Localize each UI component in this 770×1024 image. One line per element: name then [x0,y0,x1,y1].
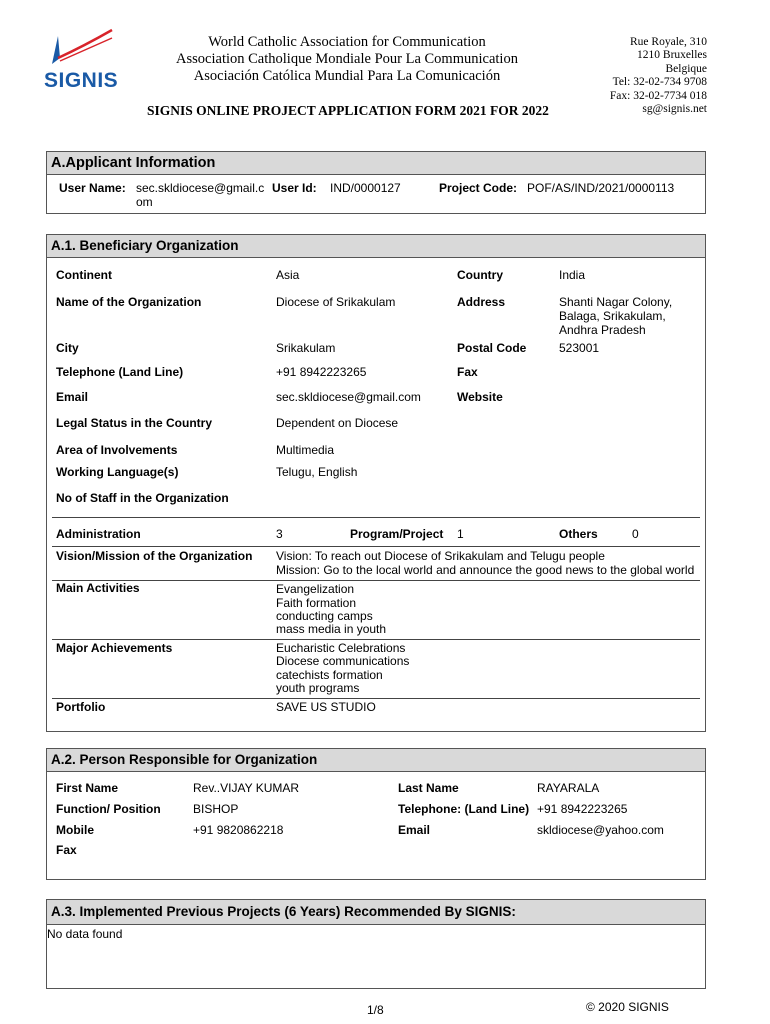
signis-logo-mark-icon [44,28,124,68]
activity-item: Faith formation [276,596,357,610]
section-title: A.2. Person Responsible for Organization [47,749,705,772]
administration-value: 3 [276,527,283,541]
section-title: A.3. Implemented Previous Projects (6 Years) Recommended By SIGNIS: [47,900,705,925]
legal-status-label: Legal Status in the Country [56,416,213,430]
org-line: Asociación Católica Mundial Para La Comunicación [193,68,501,84]
section-previous-projects [46,899,706,989]
section-title: A.Applicant Information [47,152,705,175]
achievement-item: Eucharistic Celebrations [276,641,406,655]
address-line: Belgique [665,62,707,75]
user-id-label: User Id: [272,181,317,195]
legal-status-value: Dependent on Diocese [276,416,399,430]
postal-code-value: 523001 [559,341,600,355]
city-label: City [56,341,79,355]
program-value: 1 [457,527,464,541]
continent-value: Asia [276,268,300,282]
achievement-item: Diocese communications [276,654,410,668]
person-email-label: Email [398,823,431,837]
activity-item: Evangelization [276,582,355,596]
address-line: Rue Royale, 310 [630,36,707,48]
achievements-label: Major Achievements [56,641,173,655]
staff-label: No of Staff in the Organization [56,491,229,505]
language-value: Telugu, English [276,465,358,479]
no-data-text: No data found [47,927,123,941]
first-name-label: First Name [56,781,119,795]
activity-item: conducting camps [276,609,373,623]
divider [52,517,700,518]
project-code-label: Project Code: [439,181,518,195]
others-label: Others [559,527,598,541]
person-telephone-value: +91 8942223265 [537,802,628,816]
city-value: Srikakulam [276,341,336,355]
mobile-label: Mobile [56,823,94,837]
vision-value: Vision: To reach out Diocese of Srikakulam and Telugu people [276,549,605,563]
address-line: Tel: 32-02-734 9708 [612,76,707,89]
project-code-value: POF/AS/IND/2021/0000113 [527,181,675,195]
section-applicant-information [46,151,706,214]
divider [52,698,700,699]
function-value: BISHOP [193,802,239,816]
section-title: A.1. Beneficiary Organization [47,235,705,258]
person-fax-label: Fax [56,843,77,857]
page-number: 1/8 [367,1003,384,1017]
portfolio-label: Portfolio [56,700,106,714]
address-line: sg@signis.net [642,103,707,116]
user-name-value-cont: om [136,195,153,209]
address-value: Balaga, Srikakulam, [559,309,666,323]
continent-label: Continent [56,268,112,282]
org-name-label: Name of the Organization [56,295,202,309]
address-value: Andhra Pradesh [559,323,646,337]
email-value: sec.skldiocese@gmail.com [276,390,421,404]
org-name-value: Diocese of Srikakulam [276,295,396,309]
country-value: India [559,268,586,282]
language-label: Working Language(s) [56,465,179,479]
address-line: 1210 Bruxelles [637,49,707,62]
contact-address [547,36,707,116]
signis-logo-text: SIGNIS [44,69,119,92]
activity-item: mass media in youth [276,622,387,636]
telephone-value: +91 8942223265 [276,365,367,379]
mobile-value: +91 9820862218 [193,823,284,837]
person-email-value: skldiocese@yahoo.com [537,823,664,837]
first-name-value: Rev..VIJAY KUMAR [193,781,300,795]
org-line: World Catholic Association for Communication [208,34,486,50]
section-person-responsible [46,748,706,880]
person-telephone-label: Telephone: (Land Line) [398,802,530,816]
last-name-label: Last Name [398,781,459,795]
mission-value: Mission: Go to the local world and announce the good news to the global world [276,563,695,577]
signis-logo [44,28,124,92]
vision-label: Vision/Mission of the Organization [56,549,253,563]
divider [52,546,700,547]
website-label: Website [457,390,503,404]
area-label: Area of Involvements [56,443,178,457]
fax-label: Fax [457,365,478,379]
form-title: SIGNIS ONLINE PROJECT APPLICATION FORM 2021 FOR 2022 [147,103,549,118]
program-label: Program/Project [350,527,444,541]
divider [52,639,700,640]
postal-code-label: Postal Code [457,341,527,355]
user-name-value: sec.skldiocese@gmail.c [136,181,265,195]
org-line: Association Catholique Mondiale Pour La Communication [176,51,518,67]
divider [52,580,700,581]
achievement-item: youth programs [276,681,360,695]
user-id-value: IND/0000127 [330,181,401,195]
email-label: Email [56,390,89,404]
copyright: © 2020 SIGNIS [586,1000,669,1014]
area-value: Multimedia [276,443,335,457]
portfolio-value: SAVE US STUDIO [276,700,376,714]
achievement-item: catechists formation [276,668,383,682]
address-label: Address [457,295,506,309]
country-label: Country [457,268,503,282]
others-value: 0 [632,527,639,541]
address-value: Shanti Nagar Colony, [559,295,673,309]
address-line: Fax: 32-02-7734 018 [609,89,707,102]
user-name-label: User Name: [59,181,126,195]
activities-label: Main Activities [56,581,140,595]
telephone-label: Telephone (Land Line) [56,365,184,379]
section-beneficiary-organization [46,234,706,732]
organization-names [137,34,557,85]
last-name-value: RAYARALA [537,781,600,795]
function-label: Function/ Position [56,802,161,816]
administration-label: Administration [56,527,141,541]
